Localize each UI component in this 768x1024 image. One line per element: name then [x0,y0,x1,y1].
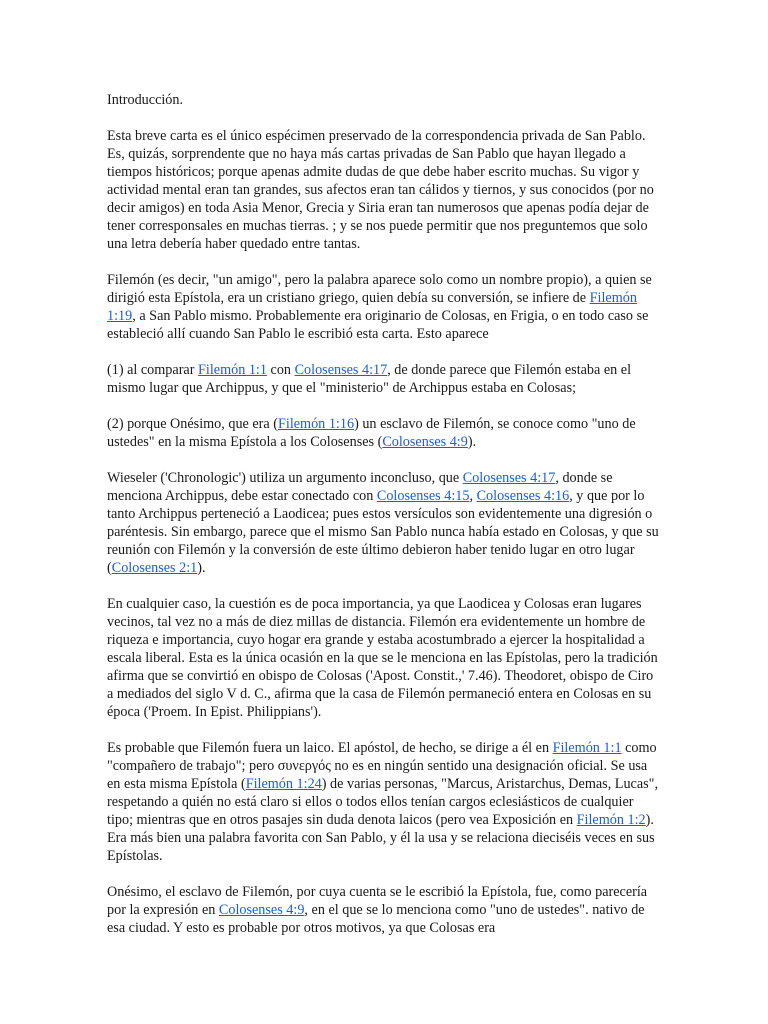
text-span: con [266,362,295,378]
link-colosenses-4-17[interactable]: Colosenses 4:17 [294,362,388,378]
text-span: , donde se menciona Archippus, debe estar conectado con [107,470,613,504]
text-span: ). Era más bien una palabra favorita con San Pablo, y él la usa y se relaciona dieciséis veces en sus Epístolas. [107,812,655,864]
link-colosenses-2-1[interactable]: Colosenses 2:1 [111,560,198,576]
link-filemon-1-1[interactable]: Filemón 1:1 [552,740,622,756]
text-span: (2) porque Onésimo, que era ( [107,416,278,432]
link-colosenses-4-17[interactable]: Colosenses 4:17 [462,470,556,486]
paragraph-intro: Esta breve carta es el único espécimen preservado de la correspondencia privada de San Pablo. Es, quizás, sorprendente que no haya más cartas privadas de San Pablo que hayan llegado a tiempos históricos; porque apenas admite dudas de que debe haber escrito muchas. Su vigor y actividad mental eran tan grandes, sus afectos eran tan cálidos y tiernos, y sus conocidos (por no decir amigos) en toda Asia Menor, Grecia y Siria eran tan numerosos que apenas podía dejar de tener corresponsales en muchas tierras. ; y se nos puede permitir que nos preguntemos que solo una letra debería haber quedado entre tantas. [107,128,654,252]
text-span: , a San Pablo mismo. Probablemente era originario de Colosas, en Frigia, o en todo caso se estableció allí cuando San Pablo le escribió esta carta. Esto aparece [107,308,649,342]
text-span: ) un esclavo de Filemón, se conoce como "uno de ustedes" en la misma Epístola a los Colosenses ( [107,416,636,450]
text-span: , de donde parece que Filemón estaba en el mismo lugar que Archippus, y que el "ministerio" de Archippus estaba en Colosas; [107,362,632,396]
link-filemon-1-16[interactable]: Filemón 1:16 [277,416,355,432]
text-span: como "compañero de trabajo"; pero συνεργός no es en ningún sentido una designación oficial. Se usa en esta misma Epístola ( [107,740,657,792]
link-colosenses-4-15[interactable]: Colosenses 4:15 [376,488,470,504]
link-filemon-1-2[interactable]: Filemón 1:2 [576,812,646,828]
link-filemon-1-1[interactable]: Filemón 1:1 [198,362,267,378]
document-page [107,91,663,955]
link-colosenses-4-9[interactable]: Colosenses 4:9 [218,902,305,918]
link-colosenses-4-16[interactable]: Colosenses 4:16 [476,488,570,504]
text-span: Filemón (es decir, "un amigo", pero la palabra aparece solo como un nombre propio), a quien se dirigió esta Epístola, era un cristiano griego, quien debía su conversión, se infiere de [107,272,652,306]
text-span: ) de varias personas, "Marcus, Aristarchus, Demas, Lucas", respetando a quién no está claro si ellos o todos ellos tenían cargos eclesiásticos de cualquier tipo; mientras que en otros pasajes sin duda denota laicos (pero vea Exposición en [107,776,658,828]
text-span: ). [197,560,206,576]
text-span: , y que por lo tanto Archippus perteneció a Laodicea; pues estos versículos son evidentemente una digresión o paréntesis. Sin embargo, parece que el mismo San Pablo nunca había estado en Colosas, y que su reunión con Filemón y la conversión de este último debieron haber tenido lugar en otro lugar ( [107,488,659,576]
text-span: Wieseler ('Chronologic') utiliza un argumento inconcluso, que [107,470,463,486]
document-title: Introducción. [107,92,184,108]
text-span: Es probable que Filemón fuera un laico. El apóstol, de hecho, se dirige a él en [107,740,553,756]
paragraph-filemon [107,271,663,343]
paragraph-onesimo [107,883,663,937]
text-span: , en el que se lo menciona como "uno de ustedes". nativo de esa ciudad. Y esto es probable por otros motivos, ya que Colosas era [107,902,645,936]
text-span: Onésimo, el esclavo de Filemón, por cuya cuenta se le escribió la Epístola, fue, como parecería por la expresión en [107,884,648,918]
link-filemon-1-19[interactable]: Filemón 1:19 [107,290,637,324]
paragraph-point-1 [107,361,663,397]
text-span: ). [467,434,477,450]
link-colosenses-4-9[interactable]: Colosenses 4:9 [382,434,468,450]
link-filemon-1-24[interactable]: Filemón 1:24 [245,776,322,792]
paragraph-laico [107,739,663,865]
paragraph-laodicea: En cualquier caso, la cuestión es de poca importancia, ya que Laodicea y Colosas eran lugares vecinos, tal vez no a más de diez millas de distancia. Filemón era evidentemente un hombre de riqueza e importancia, cuyo hogar era grande y estaba acostumbrado a ejercer la hospitalidad a escala liberal. Esta es la única ocasión en la que se le menciona en las Epístolas, pero la tradición afirma que se convirtió en obispo de Colosas ('Apost. Constit.,' 7.46). Theodoret, obispo de Ciro a mediados del siglo V d. C., afirma que la casa de Filemón permaneció entera en Colosas en su época ('Proem. In Epist. Philippians'). [107,596,658,720]
paragraph-point-2 [107,415,663,451]
text-span: (1) al comparar [107,362,198,378]
paragraph-wieseler [107,469,663,577]
text-span: , [469,488,477,504]
